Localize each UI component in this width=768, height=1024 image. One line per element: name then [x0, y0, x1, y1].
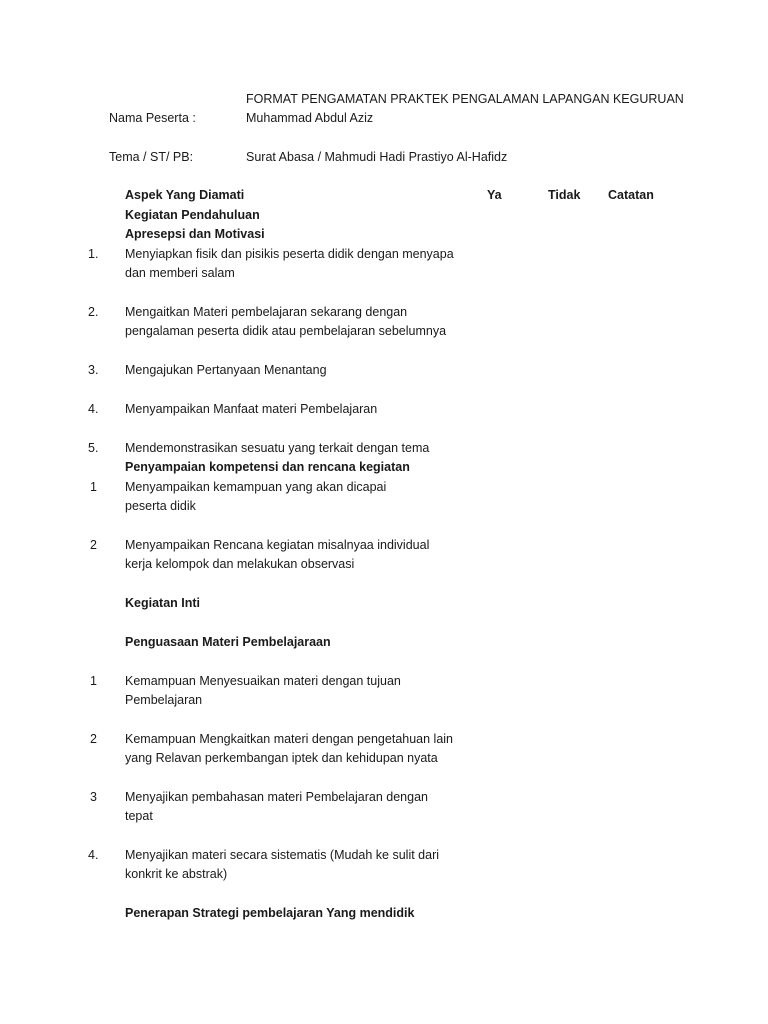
item-text: Menyampaikan Manfaat materi Pembelajaran	[125, 402, 378, 416]
item-number: 2.	[88, 305, 99, 319]
item-text-continued: dan memberi salam	[125, 266, 235, 280]
item-text: Menyajikan pembahasan materi Pembelajaran dengan	[125, 790, 428, 804]
section-heading-apresepsi: Apresepsi dan Motivasi	[125, 227, 265, 241]
item-number: 2	[90, 732, 97, 746]
column-header-no: Tidak	[548, 188, 581, 202]
item-text: Kemampuan Menyesuaikan materi dengan tujuan	[125, 674, 401, 688]
theme-label: Tema / ST/ PB:	[109, 150, 194, 164]
item-text: Menyajikan materi secara sistematis (Mudah ke sulit dari	[125, 848, 440, 862]
section-heading-penyampaian: Penyampaian kompetensi dan rencana kegiatan	[125, 460, 410, 474]
item-number: 1	[90, 674, 97, 688]
item-number: 1.	[88, 247, 99, 261]
column-header-yes: Ya	[487, 188, 502, 202]
section-heading-penguasaan: Penguasaan Materi Pembelajaraan	[125, 635, 331, 649]
item-text: Kemampuan Mengkaitkan materi dengan pengetahuan lain	[125, 732, 454, 746]
section-heading-inti: Kegiatan Inti	[125, 596, 201, 610]
item-text-continued: yang Relavan perkembangan iptek dan kehidupan nyata	[125, 751, 438, 765]
item-text: Mengajukan Pertanyaan Menantang	[125, 363, 327, 377]
section-heading-strategi: Penerapan Strategi pembelajaran Yang mendidik	[125, 906, 415, 920]
item-text: Mendemonstrasikan sesuatu yang terkait dengan tema	[125, 441, 430, 455]
participant-name-value: Muhammad Abdul Aziz	[246, 111, 374, 125]
item-text-continued: kerja kelompok dan melakukan observasi	[125, 557, 355, 571]
item-text: Mengaitkan Materi pembelajaran sekarang dengan	[125, 305, 408, 319]
column-header-aspect: Aspek Yang Diamati	[125, 188, 245, 202]
item-number: 4.	[88, 848, 99, 862]
item-text: Menyampaikan kemampuan yang akan dicapai	[125, 480, 387, 494]
item-text: Menyampaikan Rencana kegiatan misalnyaa individual	[125, 538, 430, 552]
item-number: 2	[90, 538, 97, 552]
column-header-notes: Catatan	[608, 188, 654, 202]
document-title: FORMAT PENGAMATAN PRAKTEK PENGALAMAN LAPANGAN KEGURUAN	[246, 92, 684, 106]
item-number: 5.	[88, 441, 99, 455]
theme-value: Surat Abasa / Mahmudi Hadi Prastiyo Al-Hafidz	[246, 150, 508, 164]
item-number: 4.	[88, 402, 99, 416]
section-heading-pendahuluan: Kegiatan Pendahuluan	[125, 208, 260, 222]
item-text-continued: peserta didik	[125, 499, 196, 513]
item-text-continued: pengalaman peserta didik atau pembelajaran sebelumnya	[125, 324, 447, 338]
participant-name-label: Nama Peserta :	[109, 111, 196, 125]
item-number: 3.	[88, 363, 99, 377]
item-number: 3	[90, 790, 97, 804]
item-text-continued: konkrit ke abstrak)	[125, 867, 228, 881]
item-text: Menyiapkan fisik dan pisikis peserta didik dengan menyapa	[125, 247, 454, 261]
item-text-continued: Pembelajaran	[125, 693, 203, 707]
item-text-continued: tepat	[125, 809, 153, 823]
item-number: 1	[90, 480, 97, 494]
